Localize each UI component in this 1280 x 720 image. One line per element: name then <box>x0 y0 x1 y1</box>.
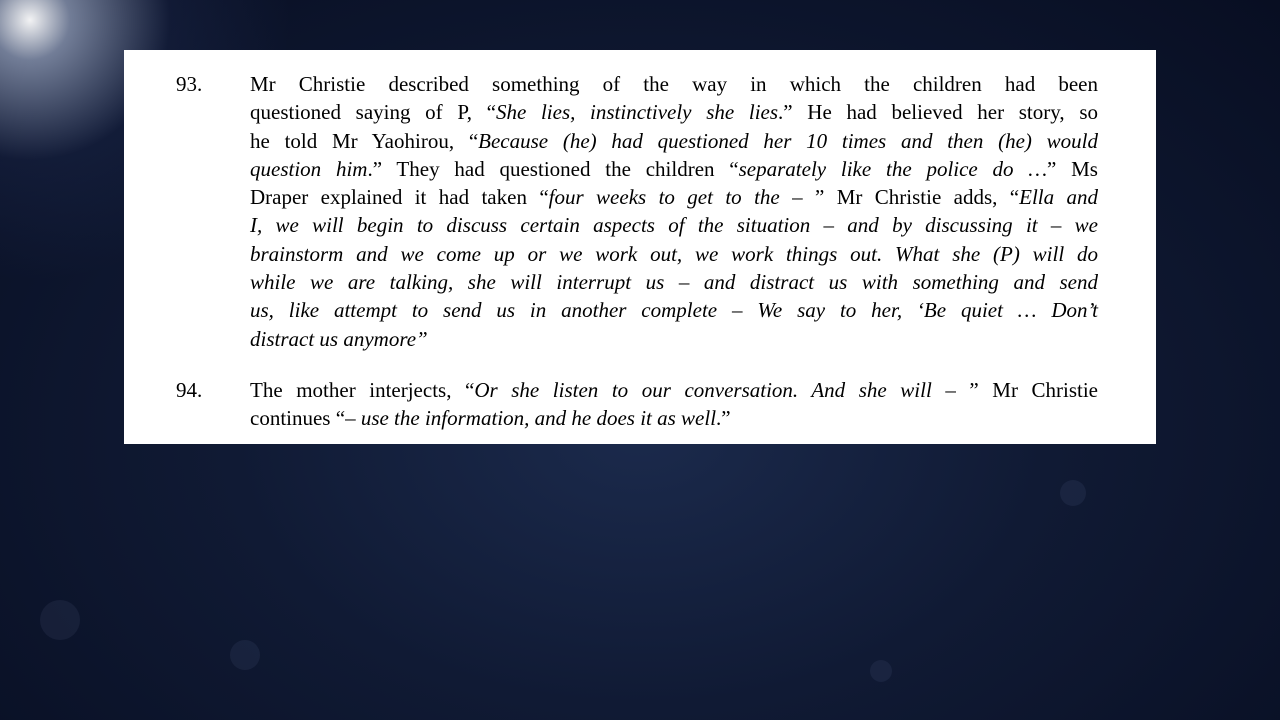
paragraph-number: 94. <box>176 378 203 402</box>
italic-quote: Ella and <box>1019 185 1099 210</box>
text-line <box>250 127 1098 155</box>
text-line <box>250 325 1098 353</box>
text-run: ” Mr Christie adds, “ <box>802 185 1020 210</box>
text-run: ” Mr Christie <box>955 378 1099 402</box>
italic-quote: us, like attempt to send us in another complete – We say to her, ‘Be quiet … Don’t <box>250 298 1098 323</box>
text-line <box>250 98 1098 126</box>
italic-quote: Or she listen to our conversation. And she will – <box>474 378 956 402</box>
text-line <box>250 404 1098 432</box>
text-run: he told Mr Yaohirou, “ <box>250 128 479 153</box>
text-line <box>250 70 1098 98</box>
italic-quote: question him <box>250 156 368 181</box>
italic-quote: while we are talking, she will interrupt us – and distract us with something and send <box>250 270 1098 295</box>
text-line <box>250 155 1098 183</box>
text-run: continues “ <box>250 406 346 431</box>
text-run: .” He had believed her story, so <box>778 100 1098 125</box>
italic-quote: brainstorm and we come up or we work out, we work things out. What she (P) will do <box>250 241 1098 266</box>
background-bokeh <box>1060 480 1086 506</box>
text-run: ” Ms <box>1047 156 1098 181</box>
background-bokeh <box>40 600 80 640</box>
background-bokeh <box>230 640 260 670</box>
text-run: questioned saying of P, “ <box>250 100 496 125</box>
text-run: Draper explained it had taken “ <box>250 185 549 210</box>
paragraph-text <box>250 376 1098 433</box>
italic-quote: Because (he) had questioned her 10 times and then (he) would <box>478 128 1098 153</box>
document-page <box>124 50 1156 444</box>
text-run: Mr Christie described something of the way in which the children had been <box>250 72 1098 96</box>
text-run: .” They had questioned the children “ <box>367 156 739 181</box>
text-line <box>250 268 1098 296</box>
text-line <box>250 240 1098 268</box>
paragraph-text <box>250 70 1098 353</box>
text-line <box>250 376 1098 404</box>
italic-quote: – use the information, and he does it as well <box>345 406 717 431</box>
italic-quote: separately like the police do … <box>738 156 1048 181</box>
italic-quote: She lies, instinctively she lies <box>495 100 779 125</box>
text-line <box>250 211 1098 239</box>
text-run: .” <box>716 406 731 431</box>
text-line <box>250 183 1098 211</box>
italic-quote: four weeks to get to the – <box>548 185 803 210</box>
italic-quote: distract us anymore” <box>250 326 428 351</box>
italic-quote: I, we will begin to discuss certain aspects of the situation – and by discussing it – we <box>250 213 1098 238</box>
background-bokeh <box>870 660 892 682</box>
text-line <box>250 296 1098 324</box>
text-run: The mother interjects, “ <box>250 378 475 402</box>
paragraph-number: 93. <box>176 72 203 96</box>
